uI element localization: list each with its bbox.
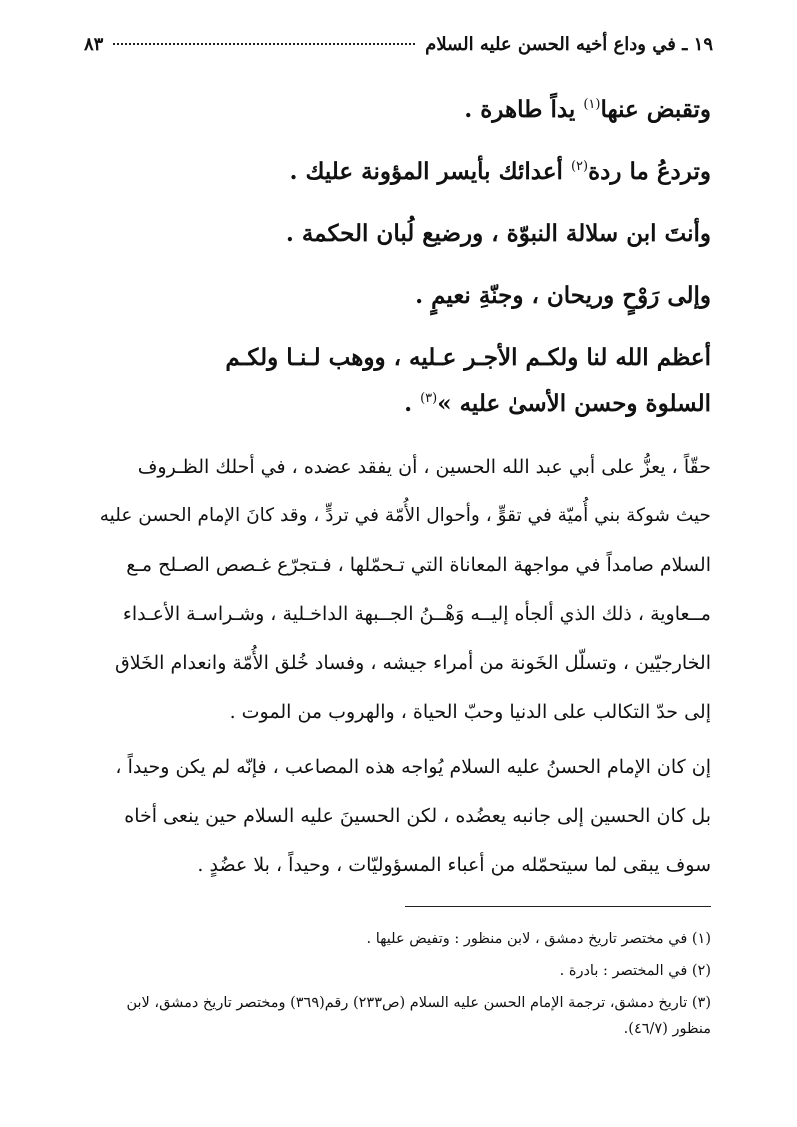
text-line: سوف يبقى لما سيتحمّله من أعباء المسؤوليّات ، وحيداً ، بلا عضُدٍ .	[197, 854, 711, 876]
footnote-ref: (١)	[583, 97, 601, 112]
text-line: السلام صامداً في مواجهة المعاناة التي تـحمّلها ، فـتجرّع غـصص الصـلح مـع	[126, 554, 711, 576]
footnote-3: (٣) تاريخ دمشق، ترجمة الإمام الحسن عليه السلام (ص٢٣٣) رقم(٣٦٩) ومختصر تاريخ دمشق، لابن منظور (٤٦/٧).	[126, 995, 711, 1037]
quote-line: أعظم الله لنا ولكـم الأجـر عـليه ، ووهب لـنـا ولكـم	[225, 344, 711, 371]
dot-leader	[113, 43, 415, 45]
running-header	[84, 34, 713, 64]
page-number: ٨٣	[84, 34, 104, 55]
paragraph-1	[84, 448, 711, 742]
footnote-1: (١) في مختصر تاريخ دمشق ، لابن منظور : وتفيض عليها .	[366, 931, 711, 947]
text-line: مــعاوية ، ذلك الذي ألجأه إليــه وَهْــنُ الجــبهة الداخـلية ، وشـراسـة الأعـداء	[122, 603, 711, 625]
footnotes	[84, 926, 711, 1048]
quote-line: وتقبض عنها$^{(١)}$ يداً طاهرة .	[464, 96, 711, 123]
text-line: حقّاً ، يعزُّ على أبي عبد الله الحسين ، أن يفقد عضده ، في أحلك الظـروف	[137, 456, 711, 478]
text-line: إن كان الإمام الحسنُ عليه السلام يُواجه هذه المصاعب ، فإنّه لم يكن وحيداً ،	[115, 756, 711, 778]
quote-line: وأنتَ ابن سلالة النبوّة ، ورضيع لُبان الحكمة .	[285, 220, 711, 247]
quoted-text	[70, 92, 711, 448]
paragraph-2	[84, 748, 711, 895]
text-line: بل كان الحسين إلى جانبه يعضُده ، لكن الحسينَ عليه السلام حين ينعى أخاه	[124, 805, 711, 827]
quote-line: السلوة وحسن الأسىٰ عليه »$^{(٣)}$ .	[404, 390, 711, 417]
text-line: إلى حدّ التكالب على الدنيا وحبّ الحياة ، والهروب من الموت .	[229, 701, 711, 723]
footnote-ref: (٣)	[420, 391, 438, 406]
text-line: حيث شوكة بني أُميّة في تقوٍّ ، وأحوال الأُمّة في تردٍّ ، وقد كانَ الإمام الحسن عليه	[99, 505, 711, 526]
quote-line: وتردعُ ما ردة$^{(٢)}$ أعدائك بأيسر المؤونة عليك .	[289, 158, 711, 185]
text-line: الخارجيّين ، وتسلّل الخَونة من أمراء جيشه ، وفساد خُلق الأُمّة وانعدام الخَلاق	[115, 652, 711, 674]
footnote-2: (٢) في المختصر : بادرة .	[559, 963, 711, 979]
chapter-title: ١٩ ـ في وداع أخيه الحسن عليه السلام	[425, 34, 713, 55]
footnote-ref: (٢)	[570, 159, 589, 174]
quote-line: وإلى رَوْحٍ وريحان ، وجنّةِ نعيمٍ .	[415, 282, 711, 309]
footnote-separator	[405, 906, 711, 907]
